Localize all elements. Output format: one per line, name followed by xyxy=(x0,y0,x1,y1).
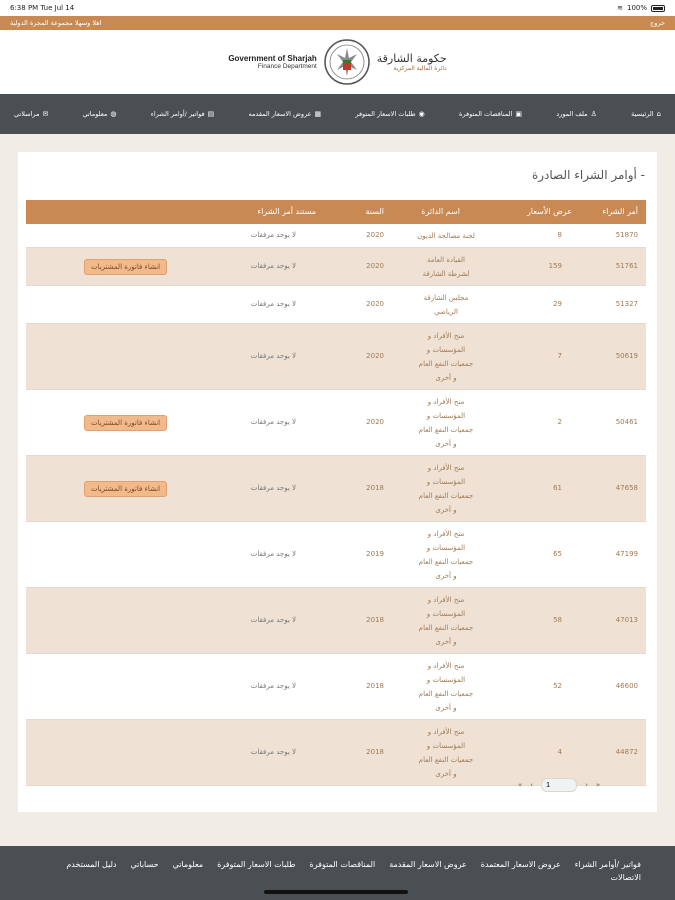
year: 2020 xyxy=(366,231,384,239)
po-number: 50461 xyxy=(615,418,638,426)
page-number-input[interactable] xyxy=(541,778,577,792)
bids-count: 7 xyxy=(557,352,562,360)
footer-links xyxy=(0,846,675,882)
col-dept: اسم الدائرة xyxy=(421,207,460,216)
globe-icon: ◍ xyxy=(110,110,117,118)
table-row xyxy=(26,720,646,786)
po-number: 47199 xyxy=(615,550,638,558)
attachment-status: لا يوجد مرفقات xyxy=(250,550,296,558)
bids-count: 4 xyxy=(557,748,562,756)
department-name xyxy=(406,461,486,517)
department-line: منح الأفراد و xyxy=(427,332,465,340)
year: 2020 xyxy=(366,300,384,308)
department-name xyxy=(406,725,486,781)
table-row xyxy=(26,286,646,324)
table-row xyxy=(26,324,646,390)
department-line: القيادة العامة xyxy=(427,256,465,264)
po-number: 51327 xyxy=(615,300,638,308)
pager-first-icon[interactable]: « xyxy=(518,781,523,789)
main-nav xyxy=(0,94,675,134)
department-line: و أخرى xyxy=(435,704,457,712)
department-name xyxy=(406,229,486,243)
footer-link[interactable]: دليل المستخدم xyxy=(66,860,117,869)
department-name xyxy=(406,395,486,451)
table-row xyxy=(26,522,646,588)
department-name xyxy=(406,593,486,649)
department-line: جمعيات النفع العام xyxy=(418,756,474,764)
attachment-status: لا يوجد مرفقات xyxy=(250,682,296,690)
attachment-status: لا يوجد مرفقات xyxy=(250,616,296,624)
site-header xyxy=(0,30,675,94)
nav-item-label: عروض الاسعار المقدمه xyxy=(248,110,312,118)
department-name xyxy=(406,253,486,281)
footer-link[interactable]: طلبات الاسعار المتوفرة xyxy=(217,860,296,869)
table-row xyxy=(26,588,646,654)
status-date: Tue Jul 14 xyxy=(40,4,75,12)
department-line: منح الأفراد و xyxy=(427,530,465,538)
nav-item-label: المناقصات المتوفرة xyxy=(459,110,513,118)
bids-count: 58 xyxy=(553,616,562,624)
attachment-status: لا يوجد مرفقات xyxy=(250,352,296,360)
main-content xyxy=(18,152,657,812)
department-line: المؤسسات و xyxy=(426,742,466,750)
welcome-text: اهلا وسهلا مجموعة المجرة الدولية xyxy=(10,19,102,27)
page-title: - أوامر الشراء الصادرة xyxy=(531,168,645,182)
logout-link[interactable]: خروج xyxy=(650,19,665,27)
department-line: المؤسسات و xyxy=(426,478,466,486)
department-line: المؤسسات و xyxy=(426,676,466,684)
attachment-status: لا يوجد مرفقات xyxy=(250,418,296,426)
table-header xyxy=(26,200,646,224)
department-line: و أخرى xyxy=(435,638,457,646)
nav-item-3[interactable] xyxy=(355,110,424,118)
nav-item-label: طلبات الاسعار المتوفر xyxy=(355,110,416,118)
po-number: 47658 xyxy=(615,484,638,492)
nav-item-4[interactable] xyxy=(248,110,321,118)
bids-count: 52 xyxy=(553,682,562,690)
pager-prev-icon[interactable]: ‹ xyxy=(530,781,534,789)
nav-item-label: معلوماتي xyxy=(82,110,108,118)
bids-count: 29 xyxy=(553,300,562,308)
attachment-status: لا يوجد مرفقات xyxy=(250,231,296,239)
nav-item-label: الرئيسية xyxy=(631,110,654,118)
department-line: المؤسسات و xyxy=(426,346,466,354)
department-line: و أخرى xyxy=(435,440,457,448)
year: 2018 xyxy=(366,682,384,690)
po-number: 44872 xyxy=(615,748,638,756)
battery-icon xyxy=(651,5,665,12)
header-en-subtitle: Finance Department xyxy=(257,63,317,70)
year: 2020 xyxy=(366,352,384,360)
nav-item-5[interactable] xyxy=(151,110,214,118)
department-line: مجلس الشارقة xyxy=(423,294,469,302)
department-line: جمعيات النفع العام xyxy=(418,492,474,500)
table-row xyxy=(26,390,646,456)
department-name xyxy=(406,291,486,319)
eye-icon: ◉ xyxy=(418,110,425,118)
year: 2018 xyxy=(366,748,384,756)
document-icon: ▤ xyxy=(207,110,215,118)
nav-item-2[interactable] xyxy=(459,110,522,118)
top-strip xyxy=(0,16,675,30)
department-name xyxy=(406,527,486,583)
department-line: الرياضي xyxy=(434,308,458,316)
table-row xyxy=(26,456,646,522)
calendar-icon: ▦ xyxy=(314,110,322,118)
footer-link[interactable]: عروض الاسعار المعتمدة xyxy=(480,860,561,869)
nav-item-label: ملف المورد xyxy=(556,110,588,118)
year: 2019 xyxy=(366,550,384,558)
department-line: و أخرى xyxy=(435,572,457,580)
department-line: جمعيات النفع العام xyxy=(418,624,474,632)
nav-item-label: فواتير /أوامر الشراء xyxy=(150,110,205,118)
department-line: و أخرى xyxy=(435,770,457,778)
bids-count: 2 xyxy=(557,418,562,426)
create-invoice-button[interactable]: انشاء فاتورة المشتريات xyxy=(84,415,167,431)
bids-count: 61 xyxy=(553,484,562,492)
header-english xyxy=(228,54,316,70)
department-line: جمعيات النفع العام xyxy=(418,690,474,698)
footer-link[interactable]: الاتصالات xyxy=(610,873,641,882)
table-row xyxy=(26,224,646,248)
department-line: المؤسسات و xyxy=(426,544,466,552)
mail-icon: ✉ xyxy=(42,110,49,118)
status-bar xyxy=(0,0,675,16)
department-name xyxy=(406,659,486,715)
department-line: منح الأفراد و xyxy=(427,662,465,670)
header-ar-subtitle: دائرة المالية المركزية xyxy=(393,65,447,72)
battery-percent: 100% xyxy=(626,4,647,12)
bids-count: 65 xyxy=(553,550,562,558)
department-name xyxy=(406,329,486,385)
po-number: 50619 xyxy=(615,352,638,360)
pager-next-icon[interactable]: › xyxy=(585,781,588,789)
department-line: المؤسسات و xyxy=(426,610,466,618)
nav-item-1[interactable] xyxy=(556,110,597,118)
footer-link[interactable]: المناقصات المتوفرة xyxy=(309,860,376,869)
status-time: 6:38 PM xyxy=(10,4,39,12)
home-indicator xyxy=(264,890,408,894)
attachment-status: لا يوجد مرفقات xyxy=(250,484,296,492)
department-line: جمعيات النفع العام xyxy=(418,360,474,368)
col-year: السنة xyxy=(365,207,384,216)
create-invoice-button[interactable]: انشاء فاتورة المشتريات xyxy=(84,259,167,275)
po-number: 47013 xyxy=(615,616,638,624)
year: 2018 xyxy=(366,616,384,624)
footer-link[interactable]: حساباتي xyxy=(130,860,159,869)
nav-item-0[interactable] xyxy=(631,110,661,118)
year: 2020 xyxy=(366,418,384,426)
user-icon: ♙ xyxy=(590,110,597,118)
year: 2020 xyxy=(366,262,384,270)
attachment-status: لا يوجد مرفقات xyxy=(250,748,296,756)
department-line: و أخرى xyxy=(435,506,457,514)
bids-count: 8 xyxy=(557,231,562,239)
nav-item-7[interactable] xyxy=(14,110,48,118)
po-number: 51870 xyxy=(615,231,638,239)
department-line: منح الأفراد و xyxy=(427,398,465,406)
po-number: 51761 xyxy=(615,262,638,270)
attachment-status: لا يوجد مرفقات xyxy=(250,262,296,270)
footer-link[interactable]: فواتير /أوامر الشراء xyxy=(574,860,641,869)
purchase-orders-table xyxy=(26,200,646,786)
col-doc: مستند أمر الشراء xyxy=(257,207,316,216)
footer-link[interactable]: معلوماتي xyxy=(172,860,204,869)
briefcase-icon: ▣ xyxy=(515,110,522,118)
pager-last-icon[interactable]: » xyxy=(595,781,601,789)
home-icon: ⌂ xyxy=(656,110,661,118)
year: 2018 xyxy=(366,484,384,492)
table-row xyxy=(26,654,646,720)
table-body xyxy=(26,224,646,786)
header-ar-title: حكومة الشارقة xyxy=(376,52,447,65)
department-line: منح الأفراد و xyxy=(427,596,465,604)
department-line: جمعيات النفع العام xyxy=(418,426,474,434)
attachment-status: لا يوجد مرفقات xyxy=(250,300,296,308)
po-number: 46600 xyxy=(615,682,638,690)
col-po[interactable]: أمر الشراء xyxy=(602,207,638,216)
department-line: جمعيات النفع العام xyxy=(418,558,474,566)
header-arabic xyxy=(377,52,447,72)
bids-count: 159 xyxy=(548,262,562,270)
department-line: و أخرى xyxy=(435,374,457,382)
create-invoice-button[interactable]: انشاء فاتورة المشتريات xyxy=(84,481,167,497)
department-line: لجنة مصالحة الديون xyxy=(417,232,475,240)
department-line: المؤسسات و xyxy=(426,412,466,420)
header-en-title: Government of Sharjah xyxy=(228,54,317,63)
nav-item-label: مراسلاتي xyxy=(14,110,40,118)
department-line: منح الأفراد و xyxy=(427,728,465,736)
footer-link[interactable]: عروض الاسعار المقدمة xyxy=(389,860,467,869)
nav-item-6[interactable] xyxy=(83,110,117,118)
table-row xyxy=(26,248,646,286)
department-line: منح الأفراد و xyxy=(427,464,465,472)
col-bids: عرض الأسعار xyxy=(526,207,572,216)
department-line: لشرطة الشارقة xyxy=(422,270,470,278)
pagination xyxy=(518,778,600,792)
sharjah-emblem-icon xyxy=(323,38,371,86)
wifi-icon: ≋ xyxy=(617,4,623,12)
